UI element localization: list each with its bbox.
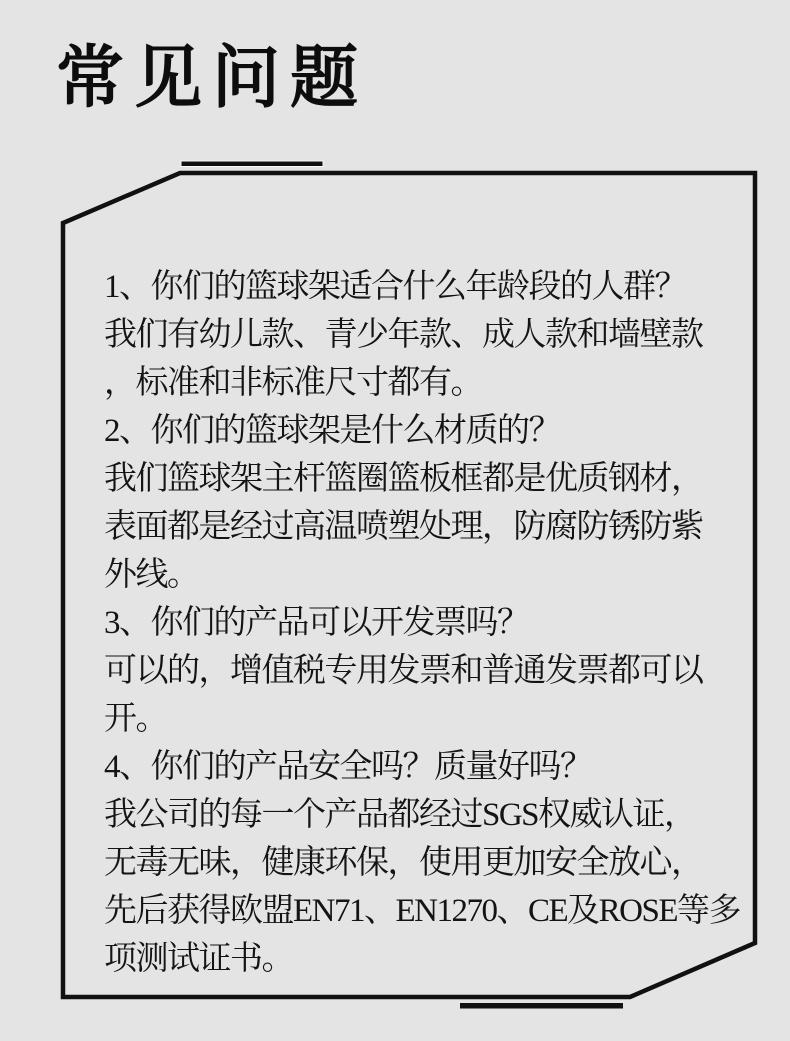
faq-answer-line: 可以的，增值税专用发票和普通发票都可以 <box>104 653 703 689</box>
faq-answer-line: 先后获得欧盟EN71、EN1270、CE及ROSE等多 <box>104 893 740 929</box>
faq-item-1 <box>104 263 729 407</box>
faq-answer-line: 表面都是经过高温喷塑处理，防腐防锈防紫 <box>104 509 703 545</box>
faq-item-3 <box>104 599 729 743</box>
faq-answer-line: 我们篮球架主杆篮圈篮板框都是优质钢材， <box>104 461 703 497</box>
faq-answer-line: 我们有幼儿款、青少年款、成人款和墙壁款 <box>104 317 703 353</box>
page-title: 常见问题 <box>56 40 369 116</box>
faq-question: 2、你们的篮球架是什么材质的？ <box>104 413 560 449</box>
accent-bar-top <box>181 161 323 167</box>
faq-answer-line: ，标准和非标准尺寸都有。 <box>104 365 482 401</box>
faq-question: 3、你们的产品可以开发票吗？ <box>104 605 529 641</box>
faq-text-block <box>104 263 740 983</box>
faq-question: 1、你们的篮球架适合什么年龄段的人群？ <box>104 269 686 305</box>
faq-answer-line: 项测试证书。 <box>104 941 293 977</box>
faq-item-2 <box>104 407 729 599</box>
faq-answer-line: 我公司的每一个产品都经过SGS权威认证， <box>104 797 696 833</box>
faq-answer-line: 外线。 <box>104 557 199 593</box>
faq-item-4 <box>104 743 740 983</box>
faq-answer-line: 无毒无味，健康环保，使用更加安全放心， <box>104 845 703 881</box>
faq-answer-line: 开。 <box>104 701 167 737</box>
accent-bar-bottom <box>460 1003 623 1009</box>
faq-question: 4、你们的产品安全吗？质量好吗？ <box>104 749 592 785</box>
